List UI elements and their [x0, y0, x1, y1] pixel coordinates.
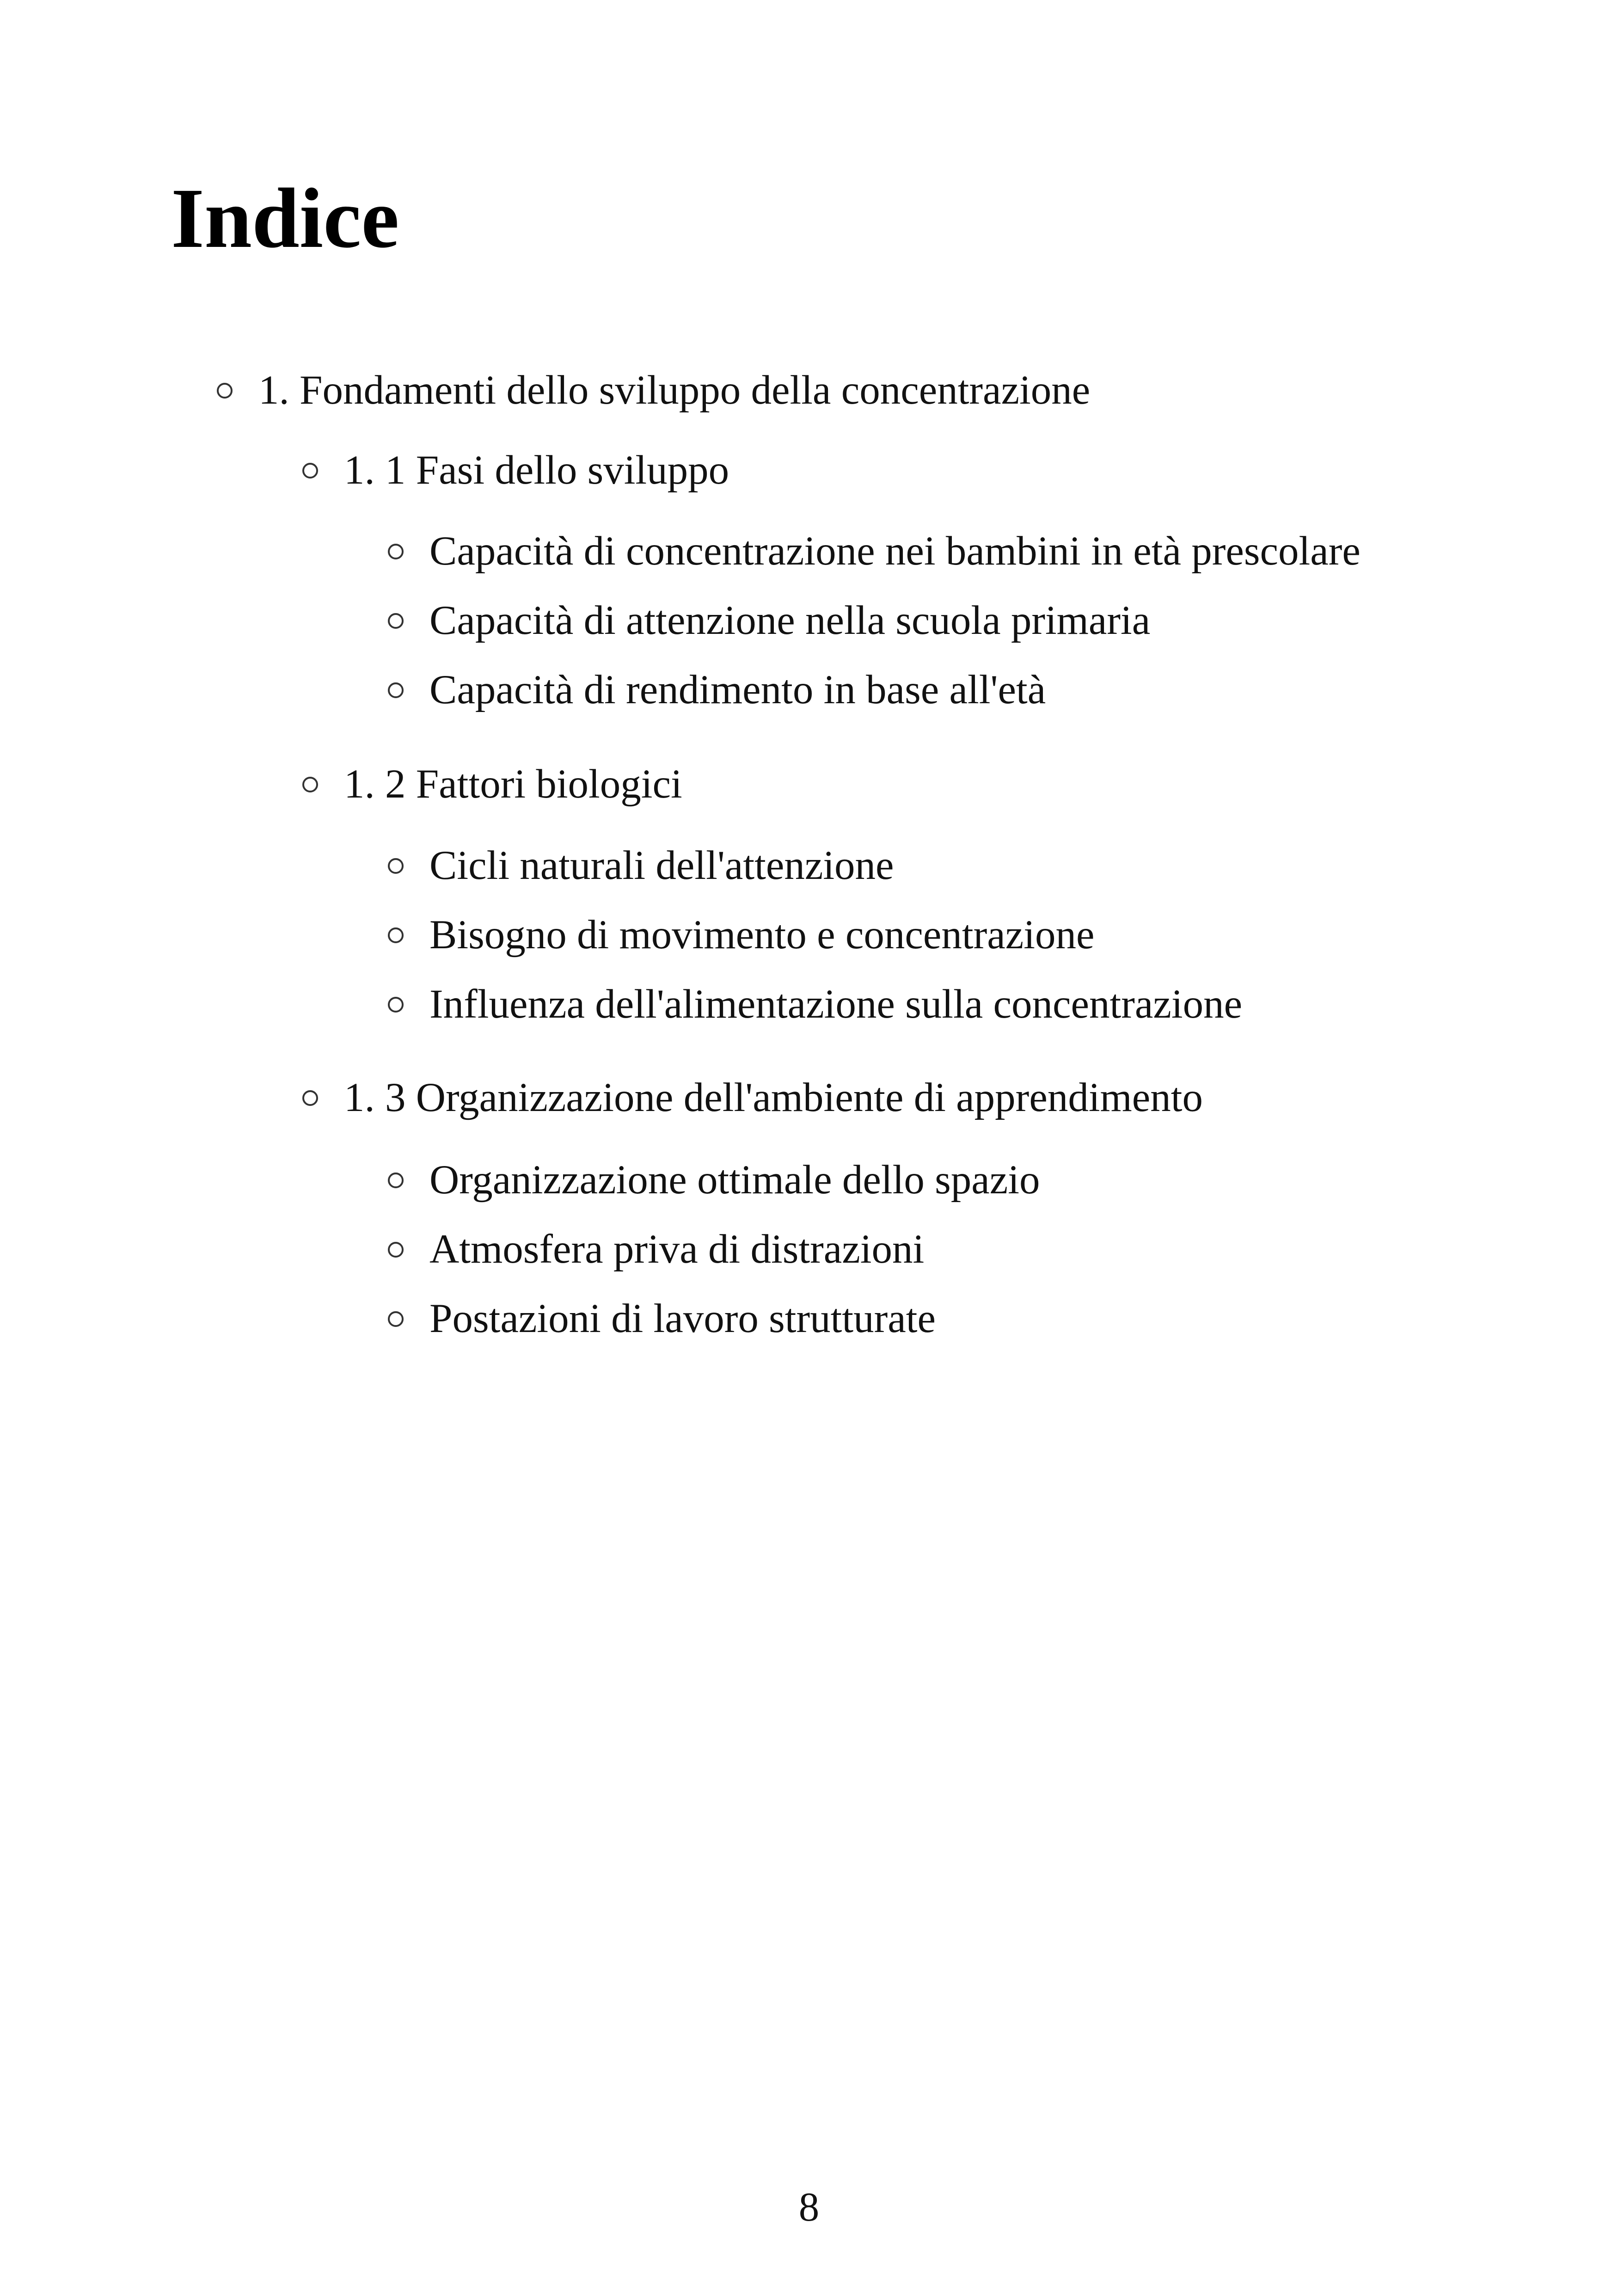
toc-item — [388, 912, 1095, 958]
toc-chapter-label: 1. Fondamenti dello sviluppo della concentrazione — [258, 368, 1091, 413]
bullet-icon — [388, 1242, 404, 1258]
toc-section-label: 1. 1 Fasi dello sviluppo — [344, 448, 729, 493]
bullet-icon — [388, 544, 404, 559]
toc-item-label: Influenza dell'alimentazione sulla concentrazione — [429, 982, 1243, 1027]
toc-item-label: Capacità di concentrazione nei bambini in età prescolare — [429, 528, 1361, 574]
toc-section-label: 1. 3 Organizzazione dell'ambiente di apprendimento — [344, 1075, 1203, 1120]
toc-item — [388, 1229, 924, 1270]
toc-item — [388, 984, 1242, 1025]
bullet-icon — [302, 463, 318, 479]
toc-item-label: Capacità di rendimento in base all'età — [429, 667, 1046, 712]
toc-item — [388, 1157, 1040, 1203]
bullet-icon — [388, 997, 404, 1013]
bullet-icon — [388, 1173, 404, 1188]
toc-item — [388, 1298, 936, 1339]
toc-item — [388, 600, 1150, 641]
toc-item — [388, 528, 1361, 574]
bullet-icon — [388, 858, 404, 874]
toc-item-label: Atmosfera priva di distrazioni — [429, 1227, 925, 1272]
toc-item — [388, 669, 1046, 711]
toc-item-label: Bisogno di movimento e concentrazione — [429, 912, 1095, 958]
toc-section — [302, 761, 682, 807]
bullet-icon — [388, 613, 404, 629]
page-number: 8 — [798, 2185, 820, 2230]
toc-section-label: 1. 2 Fattori biologici — [344, 761, 682, 807]
toc-item-label: Organizzazione ottimale dello spazio — [429, 1157, 1040, 1203]
bullet-icon — [217, 383, 233, 399]
toc-section — [302, 1077, 1203, 1118]
bullet-icon — [302, 777, 318, 792]
toc-item — [388, 845, 894, 886]
toc-item-label: Cicli naturali dell'attenzione — [429, 843, 894, 888]
bullet-icon — [302, 1090, 318, 1106]
bullet-icon — [388, 927, 404, 943]
toc-section — [302, 450, 729, 491]
bullet-icon — [388, 682, 404, 698]
page-title: Indice — [171, 171, 399, 266]
toc-chapter — [217, 370, 1090, 411]
bullet-icon — [388, 1311, 404, 1327]
toc-item-label: Postazioni di lavoro strutturate — [429, 1296, 936, 1341]
toc-item-label: Capacità di attenzione nella scuola primaria — [429, 598, 1151, 643]
